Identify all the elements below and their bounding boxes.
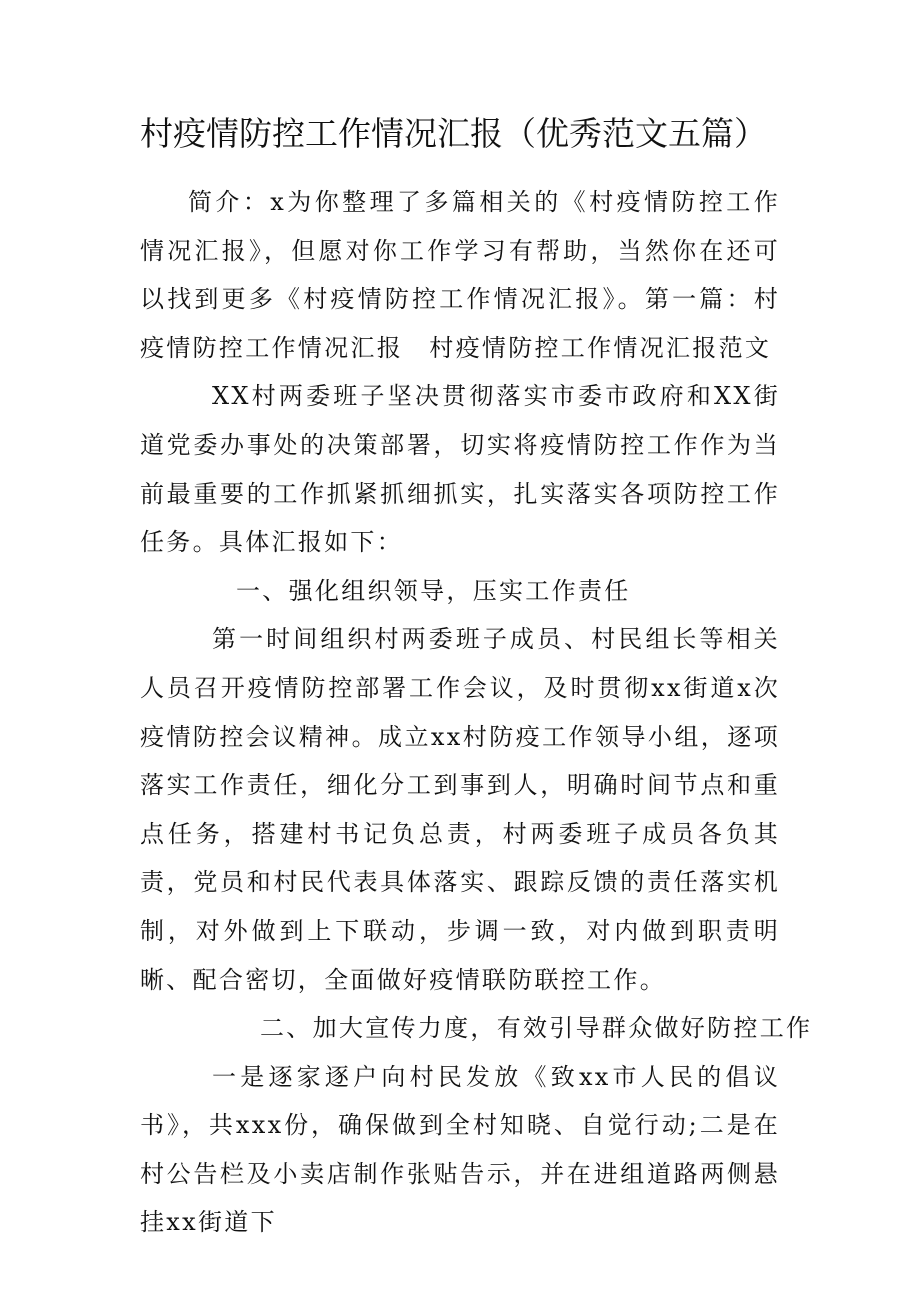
intro-paragraph: 简介：x为你整理了多篇相关的《村疫情防控工作情况汇报》，但愿对你工作学习有帮助，当然你在还可以找到更多《村疫情防控工作情况汇报》。第一篇：村疫情防控工作情况汇报 村疫情防控工作情况汇报范文 [140, 188, 780, 362]
body-paragraph-3: 一是逐家逐户向村民发放《致xx市人民的倡议书》，共xxx份，确保做到全村知晓、自觉行动;二是在村公告栏及小卖店制作张贴告示，并在进组道路两侧悬挂xx街道下 [140, 1062, 780, 1237]
body-paragraph-1: XX村两委班子坚决贯彻落实市委市政府和XX街道党委办事处的决策部署，切实将疫情防控工作作为当前最重要的工作抓紧抓细抓实，扎实落实各项防控工作任务。具体汇报如下： [140, 382, 780, 557]
body-paragraph-2: 第一时间组织村两委班子成员、村民组长等相关人员召开疫情防控部署工作会议，及时贯彻xx街道x次疫情防控会议精神。成立xx村防疫工作领导小组，逐项落实工作责任，细化分工到事到人，明确时间节点和重点任务，搭建村书记负总责，村两委班子成员各负其责，党员和村民代表具体落实、跟踪反馈的责任落实机制，对外做到上下联动，步调一致，对内做到职责明晰、配合密切，全面做好疫情联防联控工作。 [140, 625, 780, 994]
section-heading-1: 一、强化组织领导，压实工作责任 [236, 576, 631, 605]
document-title: 村疫情防控工作情况汇报（优秀范文五篇） [140, 114, 767, 153]
document-body [140, 178, 813, 1247]
section-heading-2: 二、加大宣传力度，有效引导群众做好防控工作 [260, 1014, 813, 1043]
